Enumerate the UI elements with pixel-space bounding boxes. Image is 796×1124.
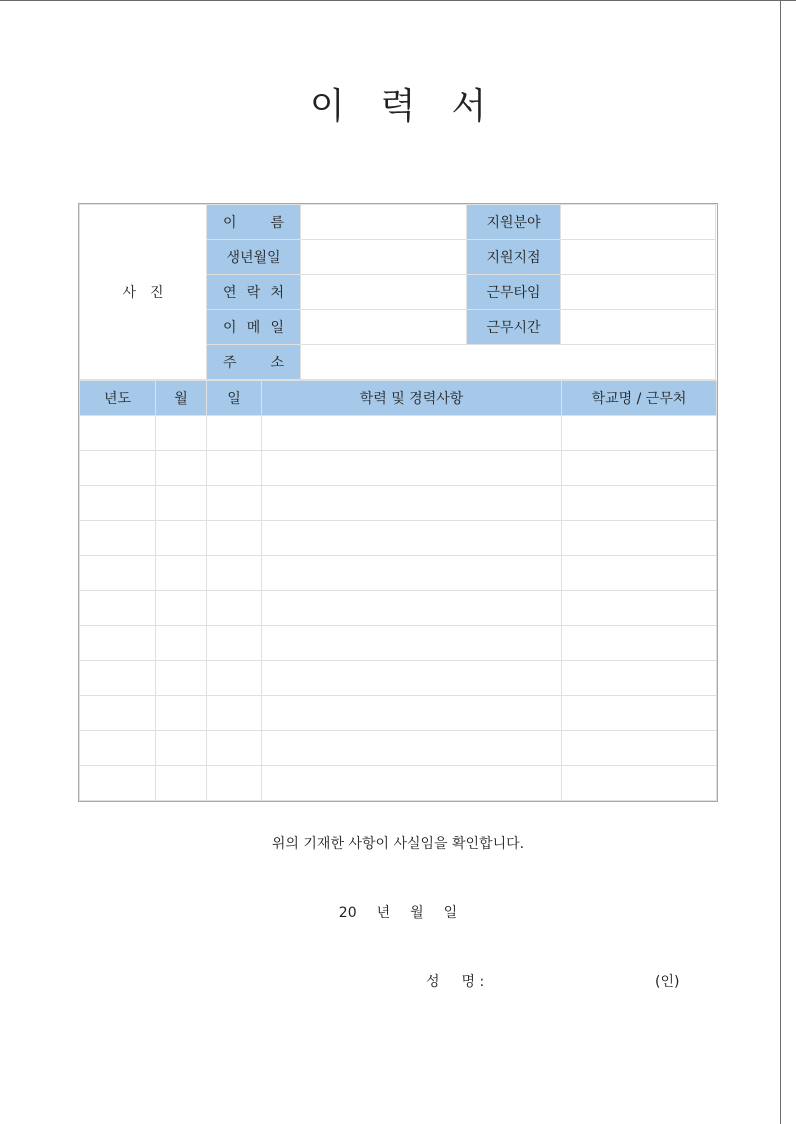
address-label: 주 소 [207, 345, 301, 380]
details-cell[interactable] [262, 591, 562, 626]
year-cell[interactable] [80, 451, 156, 486]
details-cell[interactable] [262, 521, 562, 556]
school-cell[interactable] [562, 626, 717, 661]
page-border-right [780, 0, 781, 1124]
day-cell[interactable] [207, 626, 262, 661]
apply-branch-input[interactable] [561, 240, 716, 275]
work-shift-label: 근무타임 [467, 275, 561, 310]
title-char: 서 [451, 86, 487, 127]
year-cell[interactable] [80, 486, 156, 521]
history-row [80, 521, 717, 556]
school-cell[interactable] [562, 486, 717, 521]
history-row [80, 556, 717, 591]
day-cell[interactable] [207, 766, 262, 801]
school-cell[interactable] [562, 451, 717, 486]
personal-info-table [79, 204, 716, 380]
date-year-prefix: 20 [338, 905, 357, 921]
details-cell[interactable] [262, 766, 562, 801]
month-cell[interactable] [156, 591, 207, 626]
date-year-unit: 년 [376, 905, 391, 921]
year-cell[interactable] [80, 626, 156, 661]
confirmation-statement: 위의 기재한 사항이 사실임을 확인합니다. [271, 836, 525, 852]
school-cell[interactable] [562, 521, 717, 556]
history-row [80, 626, 717, 661]
history-body [80, 416, 717, 801]
month-cell[interactable] [156, 486, 207, 521]
details-cell[interactable] [262, 626, 562, 661]
day-header: 일 [207, 381, 262, 416]
day-cell[interactable] [207, 731, 262, 766]
work-hours-label: 근무시간 [467, 310, 561, 345]
month-cell[interactable] [156, 731, 207, 766]
apply-field-label: 지원분야 [467, 205, 561, 240]
year-cell[interactable] [80, 731, 156, 766]
year-cell[interactable] [80, 416, 156, 451]
signature-label-part: 성 [426, 974, 440, 990]
school-cell[interactable] [562, 661, 717, 696]
apply-branch-label: 지원지점 [467, 240, 561, 275]
month-cell[interactable] [156, 626, 207, 661]
history-row [80, 591, 717, 626]
contact-field[interactable] [301, 275, 467, 310]
month-cell[interactable] [156, 521, 207, 556]
seal-mark: (인) [655, 974, 680, 990]
details-cell[interactable] [262, 696, 562, 731]
name-field[interactable] [301, 205, 467, 240]
details-cell[interactable] [262, 416, 562, 451]
year-cell[interactable] [80, 521, 156, 556]
date-month-unit: 월 [410, 905, 424, 921]
day-cell[interactable] [207, 486, 262, 521]
month-cell[interactable] [156, 766, 207, 801]
details-cell[interactable] [262, 556, 562, 591]
day-cell[interactable] [207, 661, 262, 696]
history-row [80, 451, 717, 486]
month-cell[interactable] [156, 556, 207, 591]
history-row [80, 696, 717, 731]
signature-label-part: 명 : [461, 974, 485, 990]
school-cell[interactable] [562, 696, 717, 731]
school-cell[interactable] [562, 556, 717, 591]
work-hours-input[interactable] [561, 310, 716, 345]
details-cell[interactable] [262, 731, 562, 766]
year-cell[interactable] [80, 766, 156, 801]
history-row [80, 731, 717, 766]
day-cell[interactable] [207, 591, 262, 626]
day-cell[interactable] [207, 416, 262, 451]
month-cell[interactable] [156, 451, 207, 486]
birthdate-field[interactable] [301, 240, 467, 275]
signature-label [426, 971, 506, 991]
title-char: 력 [380, 86, 416, 127]
details-header: 학력 및 경력사항 [262, 381, 562, 416]
contact-label: 연 락 처 [207, 275, 301, 310]
email-field[interactable] [301, 310, 467, 345]
day-cell[interactable] [207, 451, 262, 486]
history-row [80, 766, 717, 801]
birthdate-label: 생년월일 [207, 240, 301, 275]
details-cell[interactable] [262, 486, 562, 521]
year-cell[interactable] [80, 556, 156, 591]
title-char: 이 [309, 86, 345, 127]
day-cell[interactable] [207, 696, 262, 731]
year-cell[interactable] [80, 696, 156, 731]
email-label: 이 메 일 [207, 310, 301, 345]
page-title [0, 78, 796, 129]
school-header: 학교명 / 근무처 [562, 381, 717, 416]
resume-form [78, 203, 718, 802]
address-field[interactable] [301, 345, 716, 380]
photo-box[interactable] [80, 205, 207, 380]
school-cell[interactable] [562, 766, 717, 801]
details-cell[interactable] [262, 661, 562, 696]
month-header: 월 [156, 381, 207, 416]
history-row [80, 416, 717, 451]
history-table [79, 380, 717, 801]
year-cell[interactable] [80, 661, 156, 696]
month-cell[interactable] [156, 696, 207, 731]
year-cell[interactable] [80, 591, 156, 626]
date-line [0, 902, 796, 922]
name-label: 이 름 [207, 205, 301, 240]
apply-field-input[interactable] [561, 205, 716, 240]
history-row [80, 661, 717, 696]
day-cell[interactable] [207, 521, 262, 556]
work-shift-input[interactable] [561, 275, 716, 310]
date-day-unit: 일 [443, 905, 458, 921]
month-cell[interactable] [156, 416, 207, 451]
year-header: 년도 [80, 381, 156, 416]
school-cell[interactable] [562, 416, 717, 451]
school-cell[interactable] [562, 731, 717, 766]
day-cell[interactable] [207, 556, 262, 591]
photo-label: 사 진 [122, 285, 164, 301]
month-cell[interactable] [156, 661, 207, 696]
page-border-top [0, 0, 796, 1]
details-cell[interactable] [262, 451, 562, 486]
history-row [80, 486, 717, 521]
history-header-row [80, 381, 717, 416]
school-cell[interactable] [562, 591, 717, 626]
